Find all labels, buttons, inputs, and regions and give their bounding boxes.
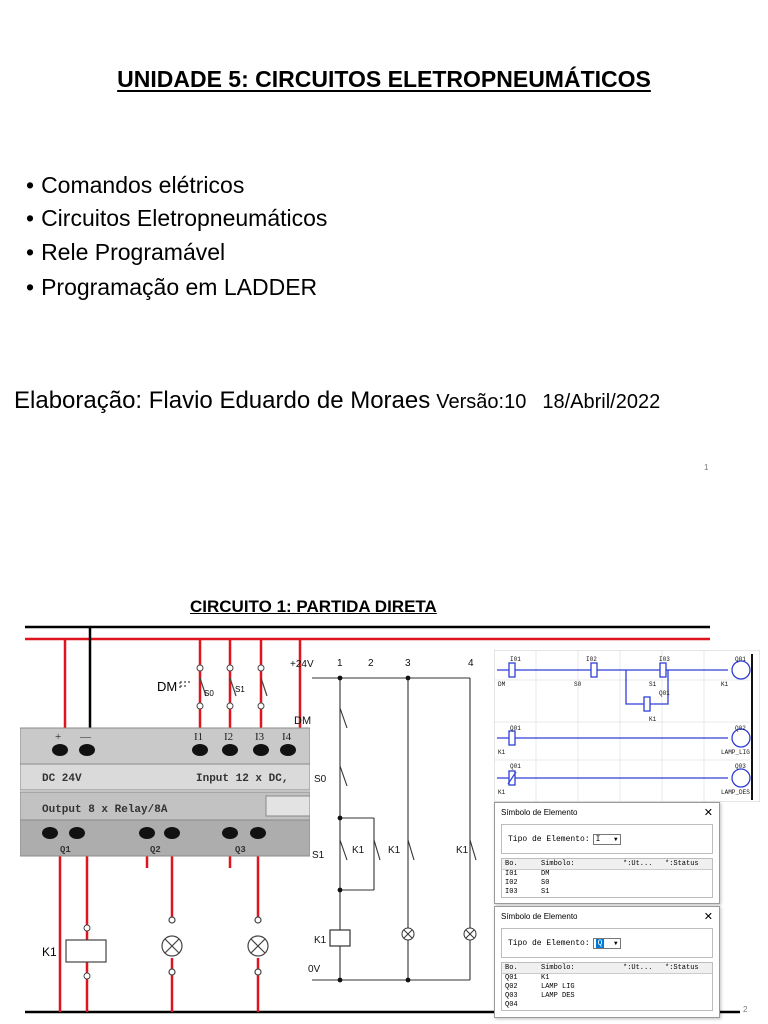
row-symbol: LAMP DES <box>541 992 575 1000</box>
s1-label: S1 <box>235 685 245 694</box>
row-symbol: S1 <box>541 888 550 896</box>
column-header: *:Status <box>665 860 699 868</box>
bullet-item: • Comandos elétricos <box>26 172 244 198</box>
row-symbol: LAMP LIG <box>541 983 575 991</box>
table-row[interactable] <box>502 870 712 879</box>
table-row[interactable] <box>502 983 712 992</box>
column-header: Bo. <box>505 860 518 868</box>
close-icon[interactable]: ✕ <box>703 910 713 923</box>
address-label: I01 <box>510 656 521 663</box>
bullet-item: • Circuitos Eletropneumáticos <box>26 205 327 231</box>
symbol-table <box>501 858 713 898</box>
k1-coil-label: K1 <box>42 945 57 959</box>
symbol-label: K1 <box>498 749 506 756</box>
table-row[interactable] <box>502 1001 712 1010</box>
dialog-title: Símbolo de Elemento <box>501 911 578 921</box>
slide-title: UNIDADE 5: CIRCUITOS ELETROPNEUMÁTICOS <box>117 66 651 92</box>
dm-label: DM <box>294 715 312 727</box>
column-label: 1 <box>337 658 343 669</box>
page-number: 2 <box>743 1005 748 1014</box>
address-label: Q03 <box>735 763 746 770</box>
type-selector-group <box>501 824 713 854</box>
power-label: DC 24V <box>42 773 82 785</box>
plus-terminal-label: + <box>55 731 62 743</box>
dm-label: DM <box>157 679 178 694</box>
symbol-dialog <box>494 906 720 1018</box>
chevron-down-icon: ▼ <box>614 835 618 843</box>
address-label: Q02 <box>735 725 746 732</box>
table-row[interactable] <box>502 879 712 888</box>
symbol-table <box>501 962 713 1011</box>
output-label: Q1 <box>60 845 71 855</box>
row-address: I02 <box>505 879 518 887</box>
row-address: Q01 <box>505 974 518 982</box>
address-label: Q01 <box>659 690 670 697</box>
bullet-item: • Programação em LADDER <box>26 274 317 300</box>
symbol-label: K1 <box>498 789 506 796</box>
row-address: I03 <box>505 888 518 896</box>
address-label: Q01 <box>510 763 521 770</box>
chevron-down-icon: ▼ <box>614 939 618 947</box>
symbol-label: DM <box>498 681 506 688</box>
symbol-label: LAMP_LIG <box>721 749 750 756</box>
row-symbol: K1 <box>541 974 550 982</box>
column-label: 3 <box>405 658 411 669</box>
table-row[interactable] <box>502 974 712 983</box>
symbol-label: K1 <box>649 716 657 723</box>
address-label: I03 <box>659 656 670 663</box>
input-label: I4 <box>282 731 292 743</box>
minus-terminal-label: — <box>80 731 91 743</box>
column-label: 2 <box>368 658 374 669</box>
column-header: *:Status <box>665 964 699 972</box>
s1-label: S1 <box>312 850 325 861</box>
address-label: I02 <box>586 656 597 663</box>
column-header: Símbolo: <box>541 860 575 868</box>
row-symbol: DM <box>541 870 550 878</box>
ladder-diagram <box>494 650 760 802</box>
type-select[interactable] <box>593 938 621 949</box>
s0-label: S0 <box>204 689 214 698</box>
table-row[interactable] <box>502 888 712 897</box>
ground-label: 0V <box>308 964 321 975</box>
type-selector-group <box>501 928 713 958</box>
symbol-label: S1 <box>649 681 657 688</box>
k1-contact-label: K1 <box>456 845 469 856</box>
type-select[interactable] <box>593 834 621 845</box>
output-label: Q2 <box>150 845 161 855</box>
table-header <box>502 859 712 870</box>
k1-coil-label: K1 <box>314 935 327 946</box>
input-label: I1 <box>194 731 204 743</box>
date-text: 18/Abril/2022 <box>542 391 661 413</box>
page-number: 1 <box>704 463 709 472</box>
input-label: I2 <box>224 731 234 743</box>
table-header <box>502 963 712 974</box>
column-header: *:Ut... <box>623 860 653 868</box>
column-header: *:Ut... <box>623 964 653 972</box>
circuit-title: CIRCUITO 1: PARTIDA DIRETA <box>190 597 437 616</box>
row-address: Q03 <box>505 992 518 1000</box>
column-label: 4 <box>468 658 474 669</box>
row-address: I01 <box>505 870 518 878</box>
type-label: Tipo de Elemento: <box>508 938 590 948</box>
input-label: I3 <box>255 731 265 743</box>
table-row[interactable] <box>502 992 712 1001</box>
symbol-dialog <box>494 802 720 904</box>
symbol-label: K1 <box>721 681 729 688</box>
plc-wiring-diagram <box>20 628 310 1020</box>
row-symbol: S0 <box>541 879 550 887</box>
version-text: Versão:10 <box>436 391 527 413</box>
relay-schematic <box>290 650 490 990</box>
bullet-item: • Rele Programável <box>26 239 225 265</box>
s0-label: S0 <box>314 774 327 785</box>
symbol-label: LAMP_DES <box>721 789 750 796</box>
column-header: Símbolo: <box>541 964 575 972</box>
author-line <box>14 387 660 415</box>
symbol-label: S0 <box>574 681 582 688</box>
type-value: Q <box>597 938 603 948</box>
close-icon[interactable]: ✕ <box>703 806 713 819</box>
dialog-titlebar <box>495 803 719 821</box>
row-address: Q04 <box>505 1001 518 1009</box>
type-label: Tipo de Elemento: <box>508 834 590 844</box>
row-address: Q02 <box>505 983 518 991</box>
k1-contact-label: K1 <box>388 845 401 856</box>
dialog-title: Símbolo de Elemento <box>501 807 578 817</box>
type-value: I <box>595 834 601 844</box>
k1-contact-label: K1 <box>352 845 365 856</box>
input-spec-label: Input 12 x DC, <box>196 773 289 785</box>
output-label: Q3 <box>235 845 246 855</box>
address-label: Q01 <box>510 725 521 732</box>
supply-label: +24V <box>290 659 314 670</box>
address-label: Q01 <box>735 656 746 663</box>
output-spec-label: Output 8 x Relay/8A <box>42 804 168 816</box>
dialog-titlebar <box>495 907 719 925</box>
column-header: Bo. <box>505 964 518 972</box>
author-text: Elaboração: Flavio Eduardo de Moraes <box>14 387 431 414</box>
